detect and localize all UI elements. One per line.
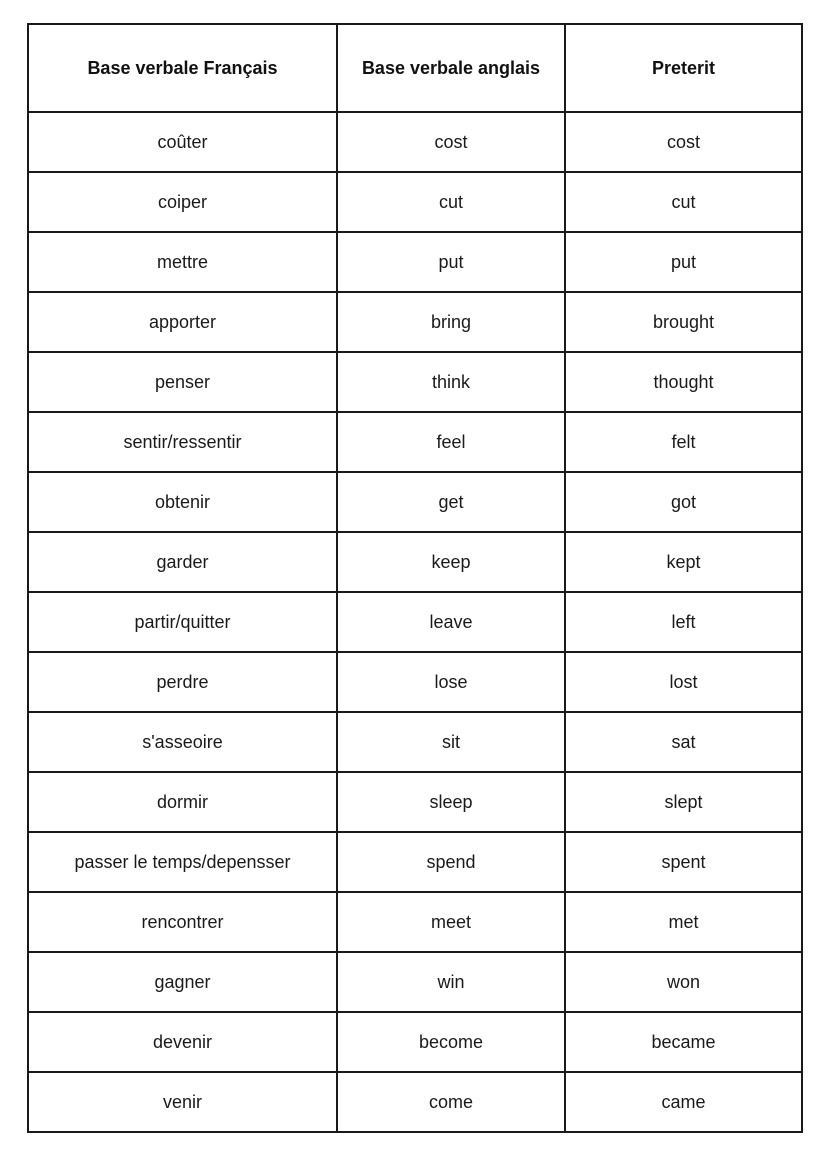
table-row xyxy=(28,592,802,652)
cell-preterit: brought xyxy=(565,292,802,352)
table-row xyxy=(28,112,802,172)
cell-english: keep xyxy=(337,532,565,592)
cell-french: sentir/ressentir xyxy=(28,412,337,472)
header-french-base: Base verbale Français xyxy=(28,24,337,112)
cell-english: sleep xyxy=(337,772,565,832)
cell-french: mettre xyxy=(28,232,337,292)
cell-french: venir xyxy=(28,1072,337,1132)
cell-english: come xyxy=(337,1072,565,1132)
cell-french: obtenir xyxy=(28,472,337,532)
header-preterit: Preterit xyxy=(565,24,802,112)
cell-preterit: spent xyxy=(565,832,802,892)
table-row xyxy=(28,892,802,952)
cell-french: dormir xyxy=(28,772,337,832)
cell-english: win xyxy=(337,952,565,1012)
cell-english: bring xyxy=(337,292,565,352)
table-row xyxy=(28,1012,802,1072)
table-row xyxy=(28,412,802,472)
table-row xyxy=(28,772,802,832)
cell-english: lose xyxy=(337,652,565,712)
cell-french: partir/quitter xyxy=(28,592,337,652)
cell-french: apporter xyxy=(28,292,337,352)
cell-preterit: sat xyxy=(565,712,802,772)
cell-french: s'asseoire xyxy=(28,712,337,772)
table-row xyxy=(28,232,802,292)
table-row xyxy=(28,172,802,232)
table-row xyxy=(28,832,802,892)
table-row xyxy=(28,952,802,1012)
cell-preterit: left xyxy=(565,592,802,652)
cell-english: spend xyxy=(337,832,565,892)
cell-french: devenir xyxy=(28,1012,337,1072)
cell-preterit: thought xyxy=(565,352,802,412)
cell-english: get xyxy=(337,472,565,532)
cell-english: leave xyxy=(337,592,565,652)
cell-english: put xyxy=(337,232,565,292)
cell-english: cut xyxy=(337,172,565,232)
table-row xyxy=(28,712,802,772)
cell-french: coiper xyxy=(28,172,337,232)
cell-english: feel xyxy=(337,412,565,472)
cell-preterit: slept xyxy=(565,772,802,832)
table-header-row xyxy=(28,24,802,112)
cell-english: sit xyxy=(337,712,565,772)
irregular-verbs-table xyxy=(27,23,803,1133)
table-row xyxy=(28,532,802,592)
cell-preterit: met xyxy=(565,892,802,952)
cell-english: meet xyxy=(337,892,565,952)
cell-french: rencontrer xyxy=(28,892,337,952)
cell-english: cost xyxy=(337,112,565,172)
cell-preterit: lost xyxy=(565,652,802,712)
cell-french: garder xyxy=(28,532,337,592)
table-body xyxy=(28,112,802,1132)
cell-english: think xyxy=(337,352,565,412)
cell-preterit: cost xyxy=(565,112,802,172)
table-row xyxy=(28,652,802,712)
cell-preterit: came xyxy=(565,1072,802,1132)
cell-preterit: felt xyxy=(565,412,802,472)
cell-french: penser xyxy=(28,352,337,412)
cell-french: coûter xyxy=(28,112,337,172)
cell-french: passer le temps/depensser xyxy=(28,832,337,892)
header-english-base: Base verbale anglais xyxy=(337,24,565,112)
cell-preterit: cut xyxy=(565,172,802,232)
cell-french: gagner xyxy=(28,952,337,1012)
cell-french: perdre xyxy=(28,652,337,712)
cell-preterit: won xyxy=(565,952,802,1012)
cell-preterit: became xyxy=(565,1012,802,1072)
cell-preterit: got xyxy=(565,472,802,532)
table-row xyxy=(28,352,802,412)
table-row xyxy=(28,1072,802,1132)
cell-english: become xyxy=(337,1012,565,1072)
cell-preterit: put xyxy=(565,232,802,292)
table-row xyxy=(28,292,802,352)
table-row xyxy=(28,472,802,532)
cell-preterit: kept xyxy=(565,532,802,592)
